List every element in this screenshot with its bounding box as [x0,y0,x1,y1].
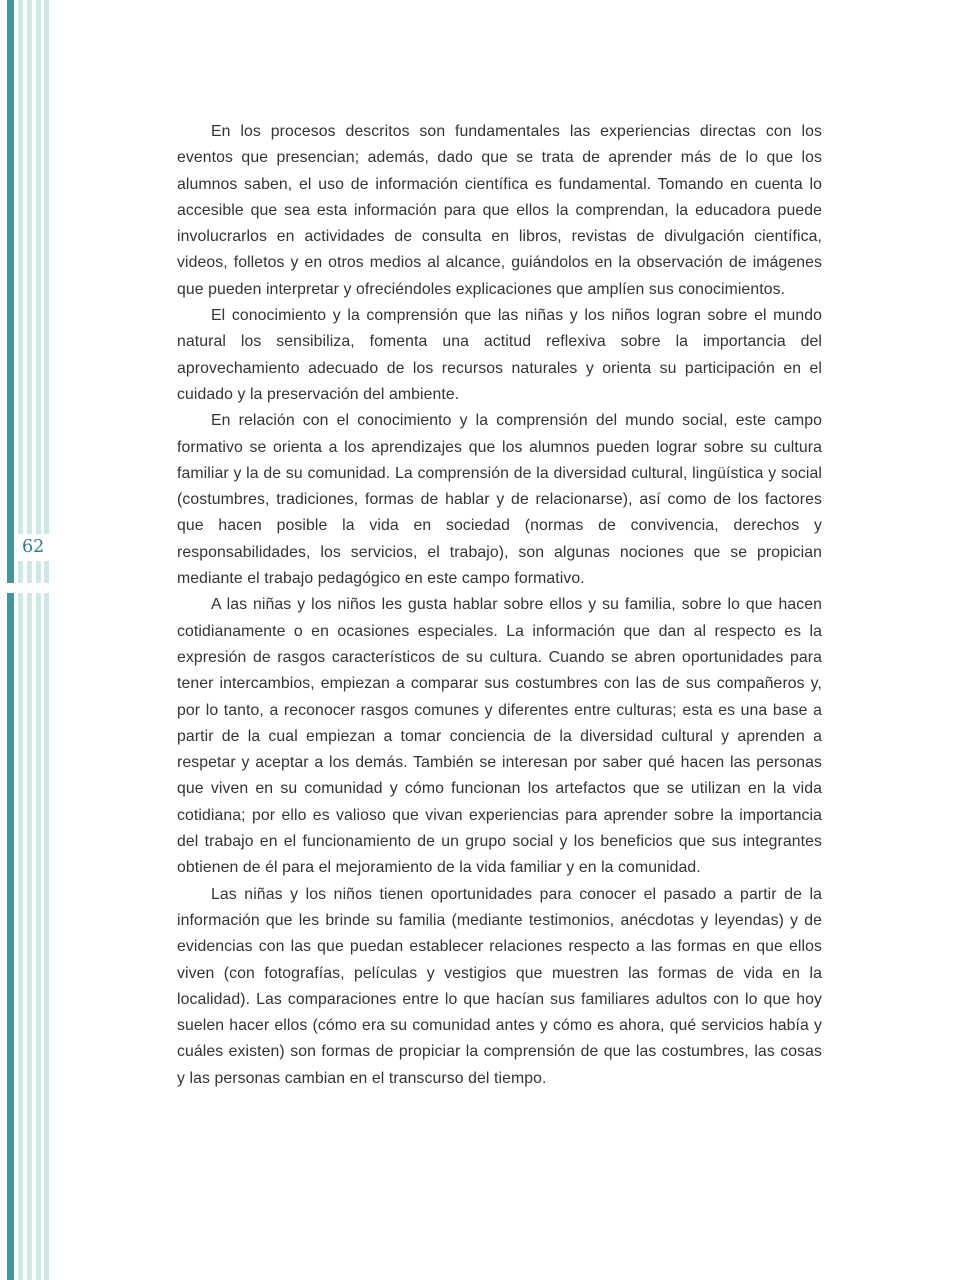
decorative-stripe [18,0,23,583]
body-text [177,119,822,1092]
decorative-stripe [7,0,14,583]
decorative-stripe [36,593,41,1280]
paragraph: A las niñas y los niños les gusta hablar sobre ellos y su familia, sobre lo que hacen cotidianamente o en ocasiones especiales. La información que dan al respecto es la expresión de rasgos característicos de su cultura. Cuando se abren oportunidades para tener intercambios, empiezan a comparar sus costumbres con las de sus compañeros y, por lo tanto, a reconocer rasgos comunes y diferentes entre culturas; esta es una base a partir de la cual empiezan a tomar conciencia de la diversidad cultural y aprenden a respetar y aceptar a los demás. También se interesan por saber qué hacen las personas que viven en su comunidad y cómo funcionan los artefactos que se utilizan en la vida cotidiana; por ello es valioso que vivan experiencias para aprender sobre la importancia del trabajo en el funcionamiento de un grupo social y los beneficios que sus integrantes obtienen de él para el mejoramiento de la vida familiar y en la comunidad. [177,596,822,877]
paragraph: En los procesos descritos son fundamentales las experiencias directas con los eventos que presencian; además, dado que se trata de aprender más de lo que los alumnos saben, el uso de información científica es fundamental. Tomando en cuenta lo accesible que sea esta información para que ellos la comprendan, la educadora puede involucrarlos en actividades de consulta en libros, revistas de divulgación científica, videos, folletos y en otros medios al alcance, guiándolos en la observación de imágenes que pueden interpretar y ofreciéndoles explicaciones que amplíen sus conocimientos. [177,123,822,298]
left-stripes-bottom [0,593,58,1280]
decorative-stripe [44,593,49,1280]
decorative-stripe [27,0,32,583]
decorative-stripe [27,593,32,1280]
decorative-stripe [18,593,23,1280]
left-stripes-top [0,0,58,583]
paragraph: En relación con el conocimiento y la comprensión del mundo social, este campo formativo se orienta a los aprendizajes que los alumnos pueden lograr sobre su cultura familiar y la de su comunidad. La comprensión de la diversidad cultural, lingüística y social (costumbres, tradiciones, formas de hablar y de relacionarse), así como de los factores que hacen posible la vida en sociedad (normas de convivencia, derechos y responsabilidades, los servicios, el trabajo), son algunas nociones que se propician mediante el trabajo pedagógico en este campo formativo. [177,412,822,588]
decorative-stripe [44,0,49,583]
paragraph: Las niñas y los niños tienen oportunidades para conocer el pasado a partir de la información que les brinde su familia (mediante testimonios, anécdotas y leyendas) y de evidencias con las que puedan establecer relaciones respecto a las formas en que ellos viven (con fotografías, películas y vestigios que muestren las formas de vida en la localidad). Las comparaciones entre lo que hacían sus familiares adultos con lo que hoy suelen hacer ellos (cómo era su comunidad antes y cómo es ahora, qué servicios había y cuáles existen) son formas de propiciar la comprensión de que las costumbres, las cosas y las personas cambian en el transcurso del tiempo. [177,885,822,1087]
paragraph: El conocimiento y la comprensión que las niñas y los niños logran sobre el mundo natural los sensibiliza, fomenta una actitud reflexiva sobre la importancia del aprovechamiento adecuado de los recursos naturales y orienta su participación en el cuidado y la preservación del ambiente. [177,307,822,403]
decorative-stripe [36,0,41,583]
page-number: 62 [18,534,50,561]
decorative-stripe [7,593,14,1280]
